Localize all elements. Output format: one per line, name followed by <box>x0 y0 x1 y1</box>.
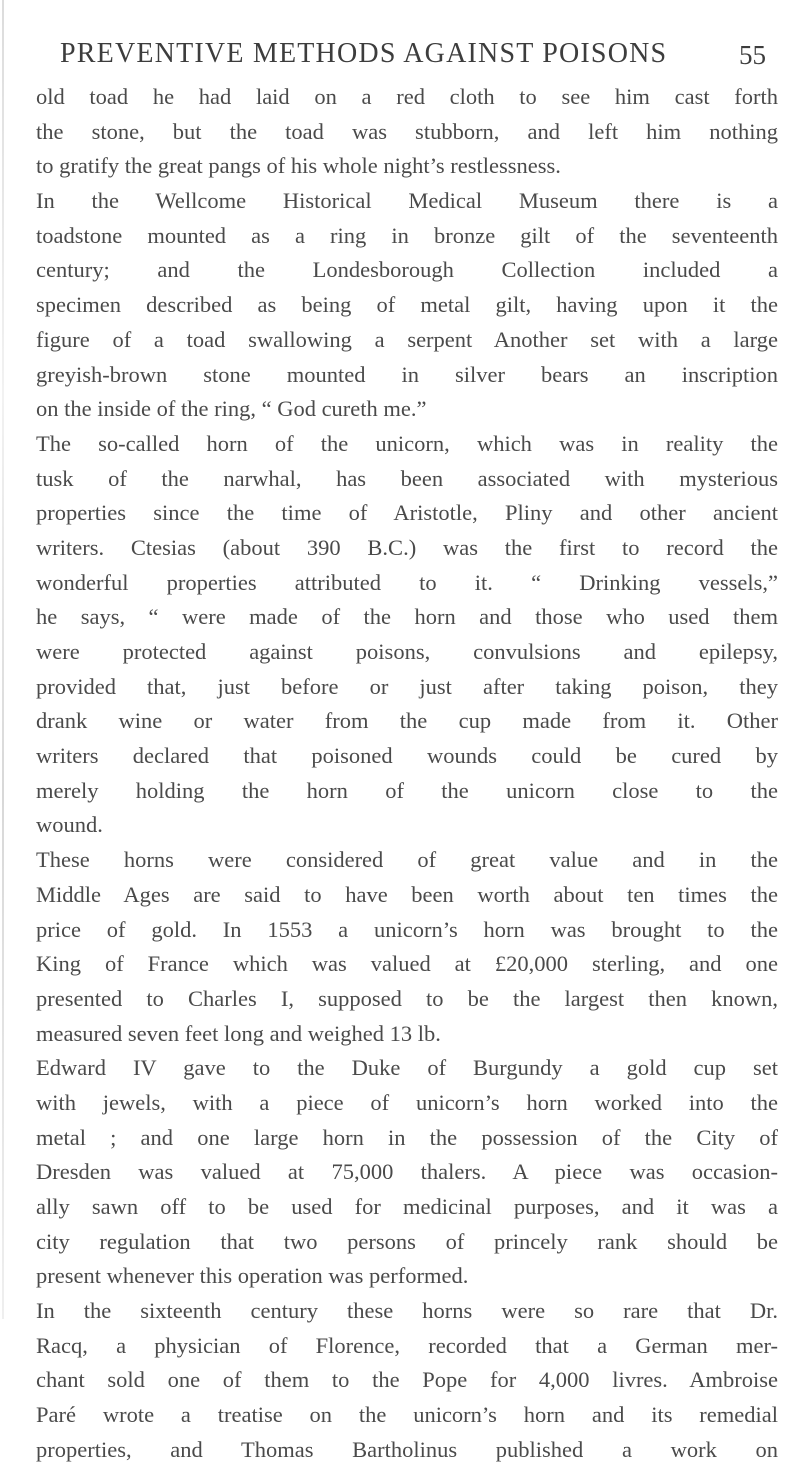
text-line: provided that, just before or just after taking poison, they <box>36 673 778 699</box>
text-line: These horns were considered of great value and in the <box>36 847 778 873</box>
text-line: price of gold. In 1553 a unicorn’s horn was brought to the <box>36 916 778 942</box>
text-line: properties, and Thomas Bartholinus published a work on <box>36 1436 778 1462</box>
text-line: were protected against poisons, convulsions and epilepsy, <box>36 639 778 664</box>
text-line: to gratify the great pangs of his whole night’s restlessness. <box>36 153 561 179</box>
text-line: century; and the Londesborough Collection included a <box>36 257 778 283</box>
text-line: wound. <box>36 812 103 838</box>
text-line: Dresden was valued at 75,000 thalers. A piece was occasion- <box>36 1159 778 1185</box>
text-line: drank wine or water from the cup made from it. Other <box>36 708 778 734</box>
page-edge-shadow <box>2 0 4 1319</box>
text-line: Racq, a physician of Florence, recorded that a German mer- <box>36 1332 778 1358</box>
text-line: presented to Charles I, supposed to be the largest then known, <box>36 985 778 1011</box>
text-line: on the inside of the ring, “ God cureth me.” <box>36 396 427 422</box>
text-line: chant sold one of them to the Pope for 4,000 livres. Ambroise <box>36 1367 778 1393</box>
text-line: figure of a toad swallowing a serpent Another set with a large <box>36 326 778 352</box>
text-line: Middle Ages are said to have been worth about ten times the <box>36 881 778 907</box>
text-line: the stone, but the toad was stubborn, and left him nothing <box>36 118 778 144</box>
body-text <box>36 80 778 1468</box>
text-line: metal ; and one large horn in the possession of the City of <box>36 1124 778 1150</box>
text-line: tusk of the narwhal, has been associated with mysterious <box>36 465 778 491</box>
text-line: with jewels, with a piece of unicorn’s horn worked into the <box>36 1089 778 1115</box>
text-line: Edward IV gave to the Duke of Burgundy a gold cup set <box>36 1055 778 1081</box>
text-line: toadstone mounted as a ring in bronze gilt of the seventeenth <box>36 222 778 248</box>
text-line: In the Wellcome Historical Medical Museum there is a <box>36 188 778 214</box>
text-line: he says, “ were made of the horn and those who used them <box>36 604 778 630</box>
text-line: ally sawn off to be used for medicinal purposes, and it was a <box>36 1194 778 1219</box>
text-line: wonderful properties attributed to it. “ Drinking vessels,” <box>36 569 778 595</box>
text-line: In the sixteenth century these horns were so rare that Dr. <box>36 1298 778 1324</box>
text-line: present whenever this operation was performed. <box>36 1263 469 1289</box>
running-head: PREVENTIVE METHODS AGAINST POISONS <box>60 38 668 69</box>
text-line: Paré wrote a treatise on the unicorn’s horn and its remedial <box>36 1402 778 1428</box>
text-line: properties since the time of Aristotle, Pliny and other ancient <box>36 500 778 526</box>
text-line: writers. Ctesias (about 390 B.C.) was the first to record the <box>36 534 778 560</box>
text-line: The so-called horn of the unicorn, which was in reality the <box>36 430 778 456</box>
page-number: 55 <box>739 40 766 70</box>
text-line: King of France which was valued at £20,000 sterling, and one <box>36 951 778 977</box>
page-header <box>60 38 766 78</box>
text-line: writers declared that poisoned wounds could be cured by <box>36 743 778 769</box>
text-line: specimen described as being of metal gilt, having upon it the <box>36 292 778 318</box>
text-line: old toad he had laid on a red cloth to see him cast forth <box>36 84 778 109</box>
text-line: city regulation that two persons of princely rank should be <box>36 1228 778 1254</box>
text-line: merely holding the horn of the unicorn close to the <box>36 777 778 803</box>
text-line: greyish-brown stone mounted in silver bears an inscription <box>36 361 778 387</box>
text-line: measured seven feet long and weighed 13 lb. <box>36 1020 441 1046</box>
